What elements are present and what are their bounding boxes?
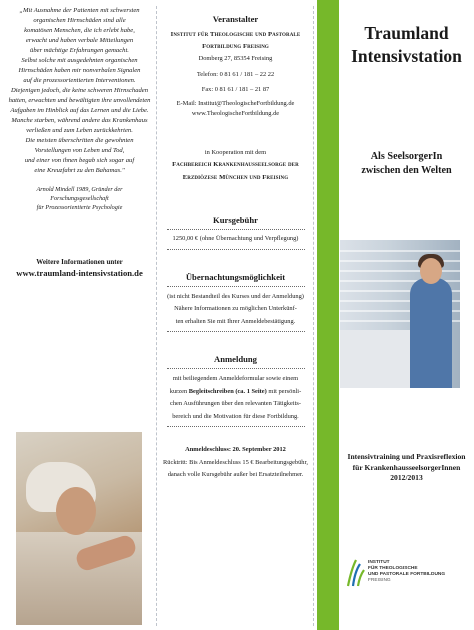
attribution-line: Arnold Mindell 1989, Gründer der Forschungsgesellschaft [36, 186, 123, 202]
quote-line: erwacht und haben verbale Mitteilungen [25, 37, 134, 44]
quote-line: „Mit Ausnahme der Patienten mit schwersten [19, 7, 140, 14]
cover-title-line: Intensivstation [351, 46, 462, 66]
quote-line: hatten, erwachten und bewältigten ihre unvollendeten [8, 97, 151, 104]
lodging-line: (ist nicht Bestandteil des Kurses und der Anmeldung) [167, 292, 304, 300]
quote-block [8, 6, 151, 176]
quote-line: Die meisten überschritten die gewohnten [25, 137, 134, 144]
registration-line: bereich und die Motivation für diese Fortbildung. [172, 412, 299, 420]
fee-heading: Kursgebühr [213, 215, 258, 225]
quote-line: komatösen Menschen, die ich erlebt habe, [24, 27, 135, 34]
registration-heading: Anmeldung [214, 354, 257, 364]
registration-line [161, 387, 310, 398]
info-label: Weitere Informationen unter [36, 258, 123, 266]
program-description [339, 452, 474, 484]
quote-line: über mächtige Erfahrungen gemacht. [30, 47, 129, 54]
quote-line: auf die prozessorientierten Interventionen. [23, 77, 136, 84]
website-link[interactable]: www.TheologischeFortbildung.de [191, 110, 280, 117]
cooperation-line: Fachbereich Krankenhausseelsorge der [172, 161, 299, 168]
registration-rest: mit persönli- [266, 387, 302, 395]
registration-divider [167, 368, 305, 369]
quote-line: Manche starben, während andere das Krankenhaus [11, 117, 148, 124]
lodging-divider [167, 286, 305, 287]
fax-line: Fax: 0 81 61 / 181 – 21 87 [201, 86, 270, 93]
info-url-link[interactable]: www.traumland-intensivstation.de [16, 268, 143, 278]
accent-bar [317, 0, 339, 630]
registration-deadline: Anmeldeschluss: 20. September 2012 [185, 446, 286, 453]
registration-divider [167, 426, 305, 427]
logo-line: INSTITUT [368, 560, 390, 565]
cancellation-line: danach volle Kursgebühr außer bei Ersatzteilnehmer. [167, 471, 304, 478]
lodging-divider [167, 331, 305, 332]
address-line: Domberg 27, 85354 Freising [198, 55, 273, 62]
attribution-line: für Prozessorientierte Psychologie [36, 204, 123, 211]
lodging-line: ten erhalten Sie mit Ihrer Anmeldebestätigung. [175, 317, 296, 325]
quote-line: organischen Hirnschäden sind alle [33, 17, 126, 24]
logo-line: UND PASTORALE FORTBILDUNG [368, 572, 446, 577]
institute-logo-icon [346, 558, 366, 588]
organizer-line: Fortbildung Freising [202, 42, 269, 50]
quote-attribution [8, 185, 151, 212]
organizer-address [161, 54, 310, 120]
institute-logo-text [368, 560, 468, 584]
cooperation-line: Erzdiözese München und Freising [182, 173, 289, 181]
program-year: 2012/2013 [390, 473, 423, 482]
quote-line: verließen und zum Leben zurückkehrten. [26, 127, 133, 134]
quote-line: Selbst solche mit ausgedehnten organischen [21, 57, 138, 64]
organizer-line: Institut für Theologische und Pastorale [170, 31, 301, 38]
program-line: Intensivtraining und Praxisreflexion [347, 452, 466, 461]
nurse-photo [340, 240, 460, 388]
quote-line: Vorstellungen von Leben und Tod, [34, 147, 125, 154]
cover-subtitle [339, 150, 474, 178]
cover-subtitle-line: zwischen den Welten [361, 165, 452, 176]
registration-letter-note: Begleitschreiben (ca. 1 Seite) [188, 387, 267, 395]
cover-title-line: Traumland [364, 23, 449, 43]
program-line: für KrankenhausseelsorgerInnen [352, 462, 461, 472]
fee-divider [167, 249, 305, 250]
fold-divider [313, 6, 314, 626]
cover-subtitle-line: Als SeelsorgerIn [370, 151, 443, 162]
logo-sub: FREISING [368, 578, 391, 583]
fee-text: 1250,00 € (ohne Übernachtung und Verpflegung) [172, 235, 299, 242]
middle-panel [157, 0, 314, 630]
registration-line: chen Ausführungen über den relevanten Tätigkeits- [169, 400, 302, 407]
quote-line: Diejenigen jedoch, die keine schweren Hirnschaden [10, 87, 149, 94]
fee-divider [167, 229, 305, 230]
cover-title [339, 22, 474, 68]
registration-kurzen: kurzen [169, 387, 189, 395]
lodging-line: Nähere Informationen zu möglichen Unterkünf- [174, 305, 297, 312]
cancellation-line: Rücktritt: Bis Anmeldeschluss 15 € Bearbeitungsgebühr, [163, 458, 308, 466]
quote-line: Aufgaben im Hinblick auf das Lernen und die Liebe. [10, 107, 149, 114]
lodging-heading: Übernachtungsmöglichkeit [185, 271, 286, 282]
quote-line: eine Kreuzfahrt zu den Bahamas." [34, 167, 125, 174]
email-link[interactable]: E-Mail: Institut@TheologischeFortbildung.de [176, 99, 295, 107]
organizer-name [161, 30, 310, 52]
quote-line: und einer von ihnen begab sich sogar auf [24, 157, 135, 164]
patient-photo [16, 432, 142, 625]
cooperation-intro: in Kooperation mit dem [204, 148, 267, 156]
quote-line: Hirnschäden haben mir nonverbalen Signalen [18, 67, 141, 74]
phone-line: Telefon: 0 81 61 / 181 – 22 22 [196, 70, 275, 78]
registration-line: mit beiliegendem Anmeldeformular sowie einem [172, 375, 299, 382]
organizer-heading: Veranstalter [212, 14, 259, 24]
logo-line: FÜR THEOLOGISCHE [368, 566, 418, 571]
